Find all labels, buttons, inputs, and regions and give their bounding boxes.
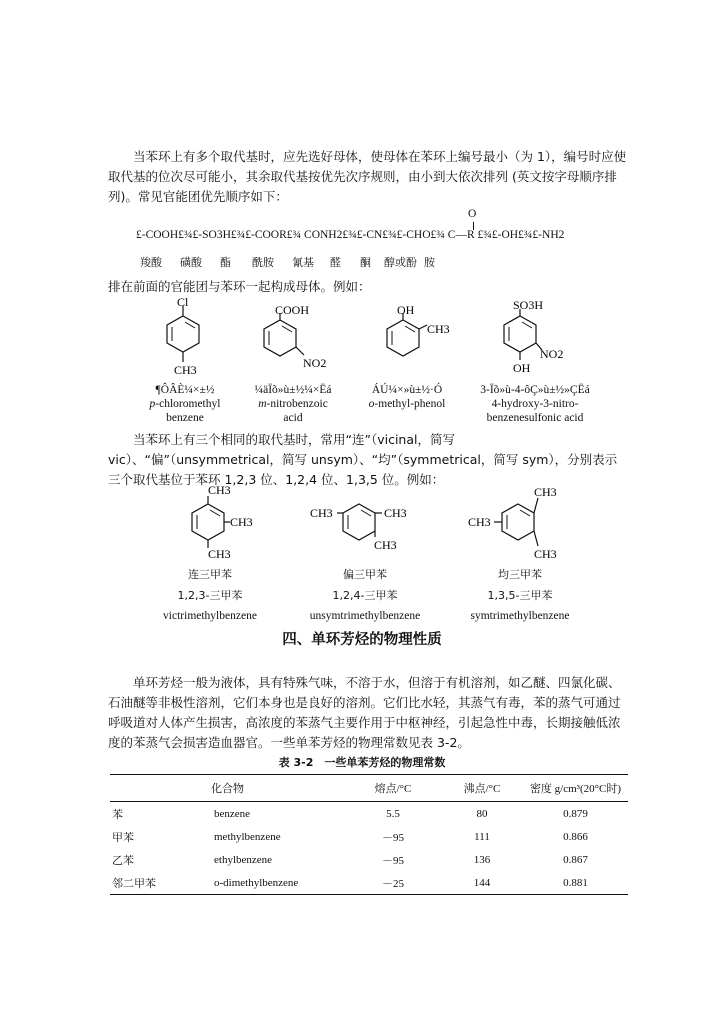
boiling-point: 136 bbox=[473, 853, 491, 866]
methyl-1: CH3 bbox=[310, 506, 333, 520]
caption-garbled-text: ÁÚ¼×»ù±½·Ó bbox=[371, 384, 443, 396]
locant-prefix: m- bbox=[258, 398, 271, 410]
caption-p-chloromethylbenzene bbox=[130, 383, 240, 425]
density: 0.867 bbox=[563, 853, 588, 866]
molecule-hydroxy-nitrobenzenesulfonic-acid bbox=[500, 296, 580, 378]
melting-point: 5.5 bbox=[386, 807, 400, 820]
parent-note: 排在前面的官能团与苯环一起构成母体。例如： bbox=[108, 279, 371, 294]
caption-english-line2: benzene bbox=[166, 412, 204, 424]
caption-english-line2: benzenesulfonic acid bbox=[486, 412, 584, 424]
methyl-3: CH3 bbox=[468, 515, 491, 529]
density: 0.881 bbox=[523, 871, 628, 895]
melting-point: －95 bbox=[382, 854, 404, 867]
substituent-ch3: CH3 bbox=[174, 363, 197, 377]
molecule-o-methylphenol bbox=[383, 303, 463, 363]
caption-english-line1 bbox=[130, 397, 240, 411]
caption-m-nitrobenzoic-acid bbox=[238, 383, 348, 425]
caption-hydroxy-nitrobenzenesulfonic-acid bbox=[460, 383, 610, 425]
methyl-4: CH3 bbox=[374, 538, 397, 552]
header-melting-point: 熔点/°C bbox=[345, 775, 441, 802]
group-name-amide: 酰胺 bbox=[252, 256, 274, 269]
methyl-3: CH3 bbox=[208, 547, 231, 561]
caption-english-line1: 4-hydroxy-3-nitro- bbox=[491, 398, 579, 410]
caption-symtrimethylbenzene bbox=[450, 564, 590, 627]
table-header-row bbox=[110, 775, 628, 802]
locant-prefix: p- bbox=[149, 398, 160, 410]
methyl-1: CH3 bbox=[208, 483, 231, 497]
name-rest: nitrobenzoic bbox=[270, 398, 328, 410]
methyl-2: CH3 bbox=[384, 506, 407, 520]
caption-victrimethylbenzene bbox=[150, 564, 270, 627]
group-name-alcohol-phenol: 醇或酚 bbox=[384, 256, 417, 269]
density: 0.879 bbox=[563, 807, 588, 820]
compound-english: o-dimethylbenzene bbox=[213, 871, 345, 895]
table-caption: 表 3-2 一些单苯芳烃的物理常数 bbox=[278, 756, 446, 769]
caption-english-line1 bbox=[352, 397, 462, 411]
substituent-no2: NO2 bbox=[303, 356, 327, 370]
substituent-oh: OH bbox=[397, 303, 415, 317]
group-name-sulfonic-acid: 磺酸 bbox=[180, 256, 202, 269]
header-density: 密度 g/cm³(20°C时) bbox=[523, 775, 628, 802]
caption-english: victrimethylbenzene bbox=[163, 610, 257, 622]
group-name-nitrile: 氰基 bbox=[292, 256, 314, 269]
caption-numbered: 1,2,3-三甲苯 bbox=[177, 589, 243, 602]
caption-english: symtrimethylbenzene bbox=[470, 610, 570, 622]
compound-chinese: 甲苯 bbox=[112, 830, 134, 844]
compound-english: benzene bbox=[214, 807, 251, 820]
name-rest: chloromethyl bbox=[159, 398, 221, 410]
locant-prefix: o- bbox=[368, 398, 379, 410]
methyl-5: CH3 bbox=[534, 547, 557, 561]
caption-chinese: 偏三甲苯 bbox=[343, 568, 387, 581]
compound-english: ethylbenzene bbox=[214, 853, 273, 866]
compound-english: methylbenzene bbox=[214, 830, 281, 843]
substituent-no2: NO2 bbox=[540, 347, 564, 361]
caption-english-line2: acid bbox=[283, 412, 303, 424]
compound-chinese: 邻二甲苯 bbox=[110, 871, 213, 895]
substituent-oh: OH bbox=[513, 361, 531, 375]
caption-unsymtrimethylbenzene bbox=[295, 564, 435, 627]
molecule-135-trimethylbenzene bbox=[466, 482, 576, 562]
substituent-ch3: CH3 bbox=[427, 322, 450, 336]
caption-english: unsymtrimethylbenzene bbox=[309, 610, 421, 622]
melting-point: －95 bbox=[382, 831, 404, 844]
table-row bbox=[110, 848, 628, 871]
group-name-ester: 酯 bbox=[220, 256, 231, 269]
boiling-point: 80 bbox=[476, 807, 488, 820]
caption-garbled-text: 3-Ïõ»ù-4-ôÇ»ù±½»ÇËá bbox=[480, 384, 590, 396]
substituent-so3h: SO3H bbox=[513, 298, 544, 312]
substituent-cooh: COOH bbox=[275, 303, 310, 317]
header-boiling-point: 沸点/°C bbox=[441, 775, 523, 802]
intro-paragraph: 当苯环上有多个取代基时，应先选好母体，使母体在苯环上编号最小（为 1），编号时应使取代基的位次尽可能小，其余取代基按优先次序规则，由小到大依次排列 (英文按字母顺序排列)。常见官能团优先顺序如下： bbox=[108, 149, 627, 204]
density: 0.866 bbox=[563, 830, 588, 843]
table-row bbox=[110, 871, 628, 895]
compound-chinese: 苯 bbox=[112, 807, 123, 821]
molecule-m-nitrobenzoic-acid bbox=[255, 303, 345, 373]
caption-numbered: 1,3,5-三甲苯 bbox=[487, 589, 553, 602]
group-name-aldehyde: 醛 bbox=[330, 256, 341, 269]
caption-o-methyl-phenol bbox=[352, 383, 462, 411]
physical-constants-table bbox=[110, 774, 628, 895]
caption-chinese: 均三甲苯 bbox=[498, 568, 542, 581]
group-name-ketone: 酮 bbox=[360, 256, 371, 269]
physical-properties-paragraph: 单环芳烃一般为液体，具有特殊气味，不溶于水，但溶于有机溶剂，如乙醚、四氯化碳、石油醚等非极性溶剂，它们本身也是良好的溶剂。它们比水轻，其蒸气有毒，苯的蒸气可通过呼吸道对人体产生损害，高浓度的苯蒸气主要作用于中枢神经，引起急性中毒，长期接触低浓度的苯蒸气会损害造血器官。一些单苯芳烃的物理常数见表 3-2。 bbox=[108, 675, 621, 750]
caption-garbled-text: ¶ÔÂÈ¼×±½ bbox=[155, 384, 215, 396]
caption-numbered: 1,2,4-三甲苯 bbox=[332, 589, 398, 602]
molecule-p-chlorotoluene bbox=[150, 296, 220, 380]
functional-group-priority-line: £-COOH£¾£-SO3H£¾£-COOR£¾ CONH2£¾£-CN£¾£-CHO£¾ C—R £¾£-OH£¾£-NH2 bbox=[136, 229, 565, 241]
boiling-point: 111 bbox=[474, 830, 490, 843]
name-rest: methyl-phenol bbox=[378, 398, 446, 410]
substituent-cl: Cl bbox=[177, 296, 189, 309]
methyl-2: CH3 bbox=[230, 515, 253, 529]
vicinal-paragraph: 当苯环上有三个相同的取代基时，常用“连”（vicinal，简写 vic）、“偏”（unsymmetrical，简写 unsym）、“均”（symmetrical，简写 sym），分别表示三个取代基位于苯环 1,2,3 位、1,2,4 位、1,3,5 位。例如： bbox=[108, 432, 618, 487]
section-heading: 四、单环芳烃的物理性质 bbox=[282, 632, 442, 648]
molecule-124-trimethylbenzene bbox=[308, 495, 423, 557]
molecule-123-trimethylbenzene bbox=[172, 482, 262, 562]
group-name-amine: 胺 bbox=[424, 256, 435, 269]
compound-chinese: 乙苯 bbox=[112, 853, 134, 867]
caption-chinese: 连三甲苯 bbox=[188, 568, 232, 581]
group-name-carboxylic-acid: 羧酸 bbox=[140, 256, 162, 269]
melting-point: －25 bbox=[345, 871, 441, 895]
carbonyl-oxygen-label: O bbox=[468, 208, 477, 220]
caption-garbled-text: ¼äÏõ»ù±½¼×Ëá bbox=[254, 384, 332, 396]
caption-english-line1 bbox=[238, 397, 348, 411]
boiling-point: 144 bbox=[441, 871, 523, 895]
methyl-1: CH3 bbox=[534, 485, 557, 499]
table-row bbox=[110, 802, 628, 826]
header-compound: 化合物 bbox=[110, 775, 345, 802]
table-row bbox=[110, 825, 628, 848]
